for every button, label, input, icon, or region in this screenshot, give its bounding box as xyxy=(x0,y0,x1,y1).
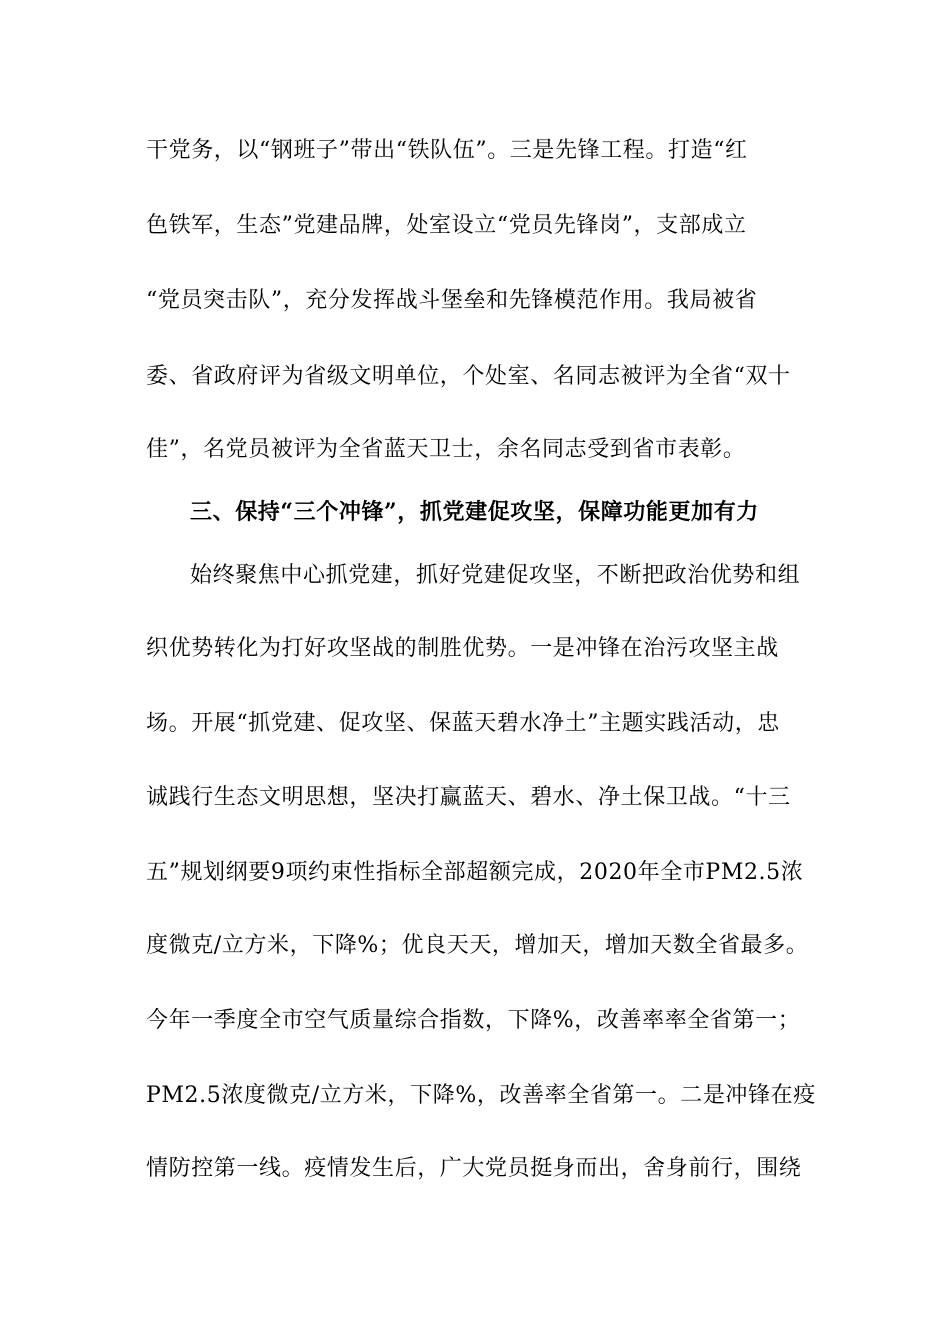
section-heading: 三、保持“三个冲锋”，抓党建促攻坚，保障功能更加有力 xyxy=(190,499,759,525)
paragraph-line-6: 度微克/立方米，下降%；优良天天，增加天，增加天数全省最多。 xyxy=(146,933,809,958)
paragraph-line-8: PM2.5浓度微克/立方米，下降%，改善率全省第一。二是冲锋在疫 xyxy=(146,1083,816,1108)
body-line-2: 色铁军，生态”党建品牌，处室设立“党员先锋岗”，支部成立 xyxy=(146,213,747,238)
paragraph-line-9: 情防控第一线。疫情发生后，广大党员挺身而出，舍身前行，围绕 xyxy=(146,1156,802,1181)
paragraph-line-4: 诚践行生态文明思想，坚决打赢蓝天、碧水、净土保卫战。“十三 xyxy=(146,785,791,810)
paragraph-line-5: 五”规划纲要9项约束性指标全部超额完成，2020年全市PM2.5浓 xyxy=(146,860,804,885)
body-line-5: 佳”，名党员被评为全省蓝天卫士，余名同志受到省市表彰。 xyxy=(146,437,746,462)
paragraph-line-3: 场。开展“抓党建、促攻坚、保蓝天碧水净土”主题实践活动，忠 xyxy=(146,711,780,736)
paragraph-line-7: 今年一季度全市空气质量综合指数，下降%，改善率率全省第一； xyxy=(146,1008,801,1033)
paragraph-line-2: 织优势转化为打好攻坚战的制胜优势。一是冲锋在治污攻坚主战 xyxy=(146,636,779,661)
paragraph-line-1: 始终聚焦中心抓党建，抓好党建促攻坚，不断把政治优势和组 xyxy=(190,563,801,588)
body-line-1: 干党务，以“钢班子”带出“铁队伍”。三是先锋工程。打造“红 xyxy=(146,138,748,163)
body-line-4: 委、省政府评为省级文明单位，个处室、名同志被评为全省“双十 xyxy=(146,364,791,389)
body-line-3: “党员突击队”，充分发挥战斗堡垒和先锋模范作用。我局被省 xyxy=(146,288,758,313)
